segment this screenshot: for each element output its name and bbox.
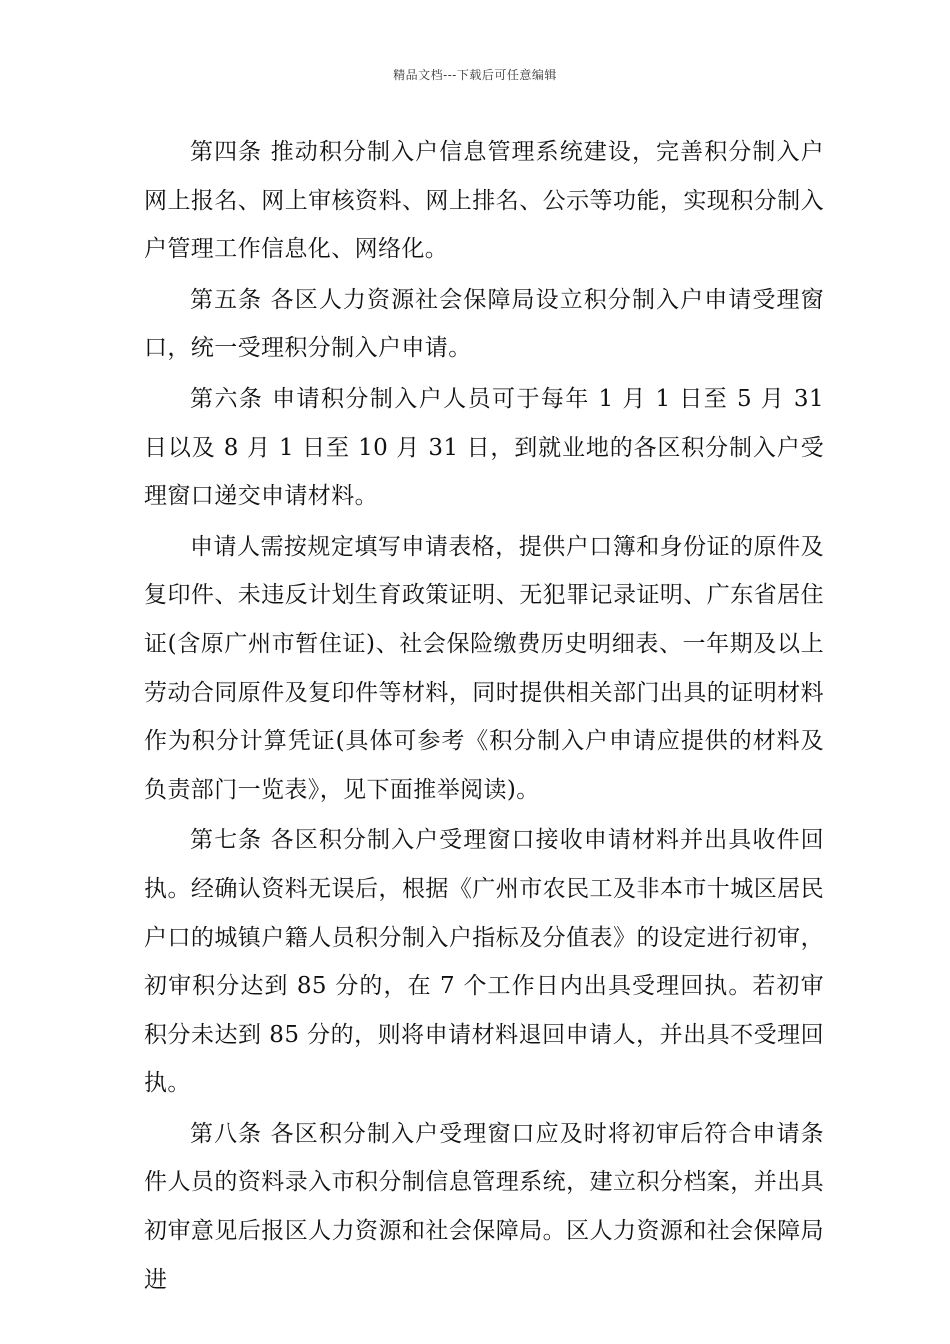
document-body xyxy=(144,128,824,1304)
paragraph-article-6: 第六条 申请积分制入户人员可于每年 1 月 1 日至 5 月 31 日以及 8 月 1 日至 10 月 31 日，到就业地的各区积分制入户受理窗口递交申请材料。 xyxy=(144,385,824,510)
page-header: 精品文档---下载后可任意编辑 xyxy=(393,68,557,82)
paragraph-article-5: 第五条 各区人力资源社会保障局设立积分制入户申请受理窗口，统一受理积分制入户申请。 xyxy=(144,286,824,362)
paragraph-article-8: 第八条 各区积分制入户受理窗口应及时将初审后符合申请条件人员的资料录入市积分制信息管理系统，建立积分档案，并出具初审意见后报区人力资源和社会保障局。区人力资源和社会保障局进 xyxy=(144,1120,824,1293)
paragraph-application-requirements: 申请人需按规定填写申请表格，提供户口簿和身份证的原件及复印件、未违反计划生育政策证明、无犯罪记录证明、广东省居住证(含原广州市暂住证)、社会保险缴费历史明细表、一年期及以上劳动合同原件及复印件等材料，同时提供相关部门出具的证明材料作为积分计算凭证(具体可参考《积分制入户申请应提供的材料及负责部门一览表》，见下面推举阅读)。 xyxy=(144,533,824,803)
paragraph-article-7: 第七条 各区积分制入户受理窗口接收申请材料并出具收件回执。经确认资料无误后，根据《广州市农民工及非本市十城区居民户口的城镇户籍人员积分制入户指标及分值表》的设定进行初审，初审积分达到 85 分的，在 7 个工作日内出具受理回执。若初审积分未达到 85 分的，则将申请材料退回申请人，并出具不受理回执。 xyxy=(144,827,824,1097)
paragraph-article-4: 第四条 推动积分制入户信息管理系统建设，完善积分制入户网上报名、网上审核资料、网上排名、公示等功能，实现积分制入户管理工作信息化、网络化。 xyxy=(144,139,824,263)
